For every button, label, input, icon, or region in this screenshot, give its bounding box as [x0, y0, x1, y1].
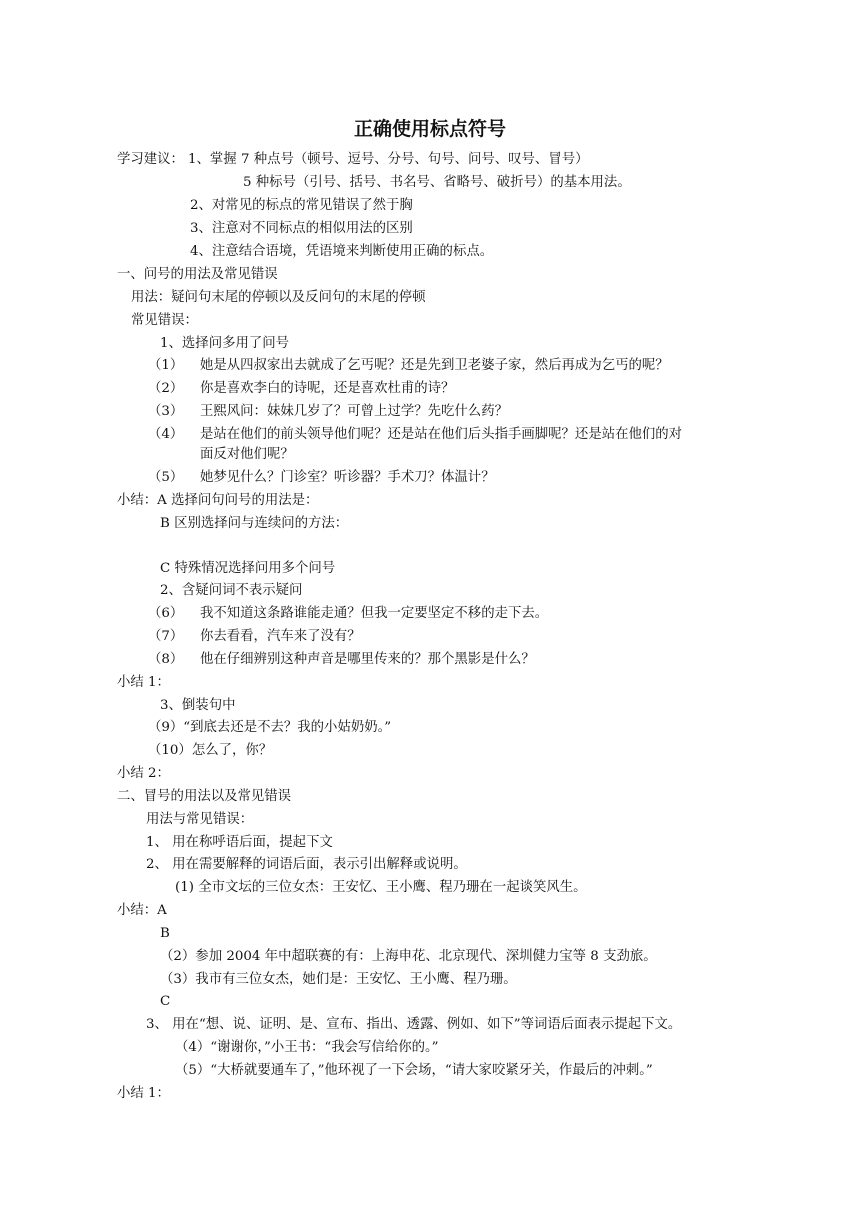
summary-b: B	[160, 926, 170, 941]
example-number: （2）	[148, 381, 184, 396]
section-1-heading: 一、问号的用法及常见错误	[117, 267, 278, 282]
section-2-usage-1: 1、 用在称呼语后面，提起下文	[146, 835, 333, 850]
example-text: 是站在他们的前头领导他们呢？还是站在他们后头指手画脚呢？还是站在他们的对	[200, 427, 683, 442]
example-text: 她是从四叔家出去就成了乞丐呢？还是先到卫老婆子家，然后再成为乞丐的呢？	[200, 358, 669, 373]
summary-b: B 区别选择问与连续问的方法：	[160, 516, 349, 531]
advice-label: 学习建议：	[117, 152, 184, 167]
summary-2: 小结 2：	[117, 766, 170, 781]
summary-1: 小结 1：	[117, 1086, 170, 1101]
section-2-usage: 用法与常见错误：	[146, 812, 254, 827]
colon-example-5: （5）“大桥就要通车了，”他环视了一下会场，“请大家咬紧牙关，作最后的冲刺。”	[175, 1063, 653, 1078]
section-1-sub-1: 1、选择问多用了问号	[160, 336, 290, 351]
advice-item-2: 2、对常见的标点的常见错误了然于胸	[190, 198, 413, 213]
advice-item-4: 4、注意结合语境，凭语境来判断使用正确的标点。	[190, 244, 494, 259]
example-text: 你去看看，汽车来了没有？	[200, 629, 361, 644]
example-text: 你是喜欢李白的诗呢，还是喜欢杜甫的诗？	[200, 381, 455, 396]
example-10: （10）怎么了，你？	[148, 743, 273, 758]
summary-c: C	[160, 994, 171, 1009]
colon-example-1: (1) 全市文坛的三位女杰：王安忆、王小鹰、程乃珊在一起谈笑风生。	[175, 880, 587, 895]
summary-a: 小结：A 选择问句问号的用法是：	[117, 493, 319, 508]
advice-item-3: 3、注意对不同标点的相似用法的区别	[190, 221, 413, 236]
summary-c: C 特殊情况选择问用多个问号	[160, 561, 336, 576]
example-text: 我不知道这条路谁能走通？但我一定要坚定不移的走下去。	[200, 606, 549, 621]
summary-1: 小结 1：	[117, 675, 170, 690]
section-2-usage-2: 2、 用在需要解释的词语后面，表示引出解释或说明。	[146, 857, 467, 872]
colon-example-3: （3）我市有三位女杰，她们是：王安忆、王小鹰、程乃珊。	[160, 972, 517, 987]
colon-example-2: （2）参加 2004 年中超联赛的有：上海申花、北京现代、深圳健力宝等 8 支劲旅。	[160, 949, 657, 964]
example-9: （9）“到底去还是不去？我的小姑奶奶。”	[148, 720, 392, 735]
example-text: 他在仔细辨别这种声音是哪里传来的？那个黑影是什么？	[200, 652, 535, 667]
example-number: （5）	[148, 470, 184, 485]
example-text-continued: 面反对他们呢？	[200, 447, 294, 462]
summary-a: 小结：A	[117, 903, 167, 918]
section-2-usage-3: 3、 用在“想、说、证明、是、宣布、指出、透露、例如、如下”等词语后面表示提起下文。	[146, 1017, 682, 1032]
section-1-errors: 常见错误：	[131, 313, 198, 328]
section-1-sub-3: 3、倒装句中	[160, 698, 236, 713]
example-text: 王熙风问：妹妹几岁了？可曾上过学？先吃什么药？	[200, 404, 508, 419]
advice-item-1b: 5 种标号（引号、括号、书名号、省略号、破折号）的基本用法。	[243, 175, 631, 190]
example-number: （7）	[148, 629, 184, 644]
example-number: （8）	[148, 652, 184, 667]
example-number: （6）	[148, 606, 184, 621]
section-2-heading: 二、冒号的用法以及常见错误	[117, 789, 292, 804]
colon-example-4: （4）“谢谢你，”小王书：“我会写信给你的。”	[175, 1040, 439, 1055]
example-text: 她梦见什么？门诊室？听诊器？手术刀？体温计？	[200, 470, 495, 485]
page-title: 正确使用标点符号	[353, 118, 506, 140]
example-number: （3）	[148, 404, 184, 419]
example-number: （1）	[148, 358, 184, 373]
section-1-usage: 用法：疑问句末尾的停顿以及反问句的末尾的停顿	[131, 290, 426, 305]
section-1-sub-2: 2、含疑问词不表示疑问	[160, 583, 303, 598]
advice-item-1: 1、掌握 7 种点号（顿号、逗号、分号、句号、问号、叹号、冒号）	[188, 152, 589, 167]
example-number: （4）	[148, 427, 184, 442]
